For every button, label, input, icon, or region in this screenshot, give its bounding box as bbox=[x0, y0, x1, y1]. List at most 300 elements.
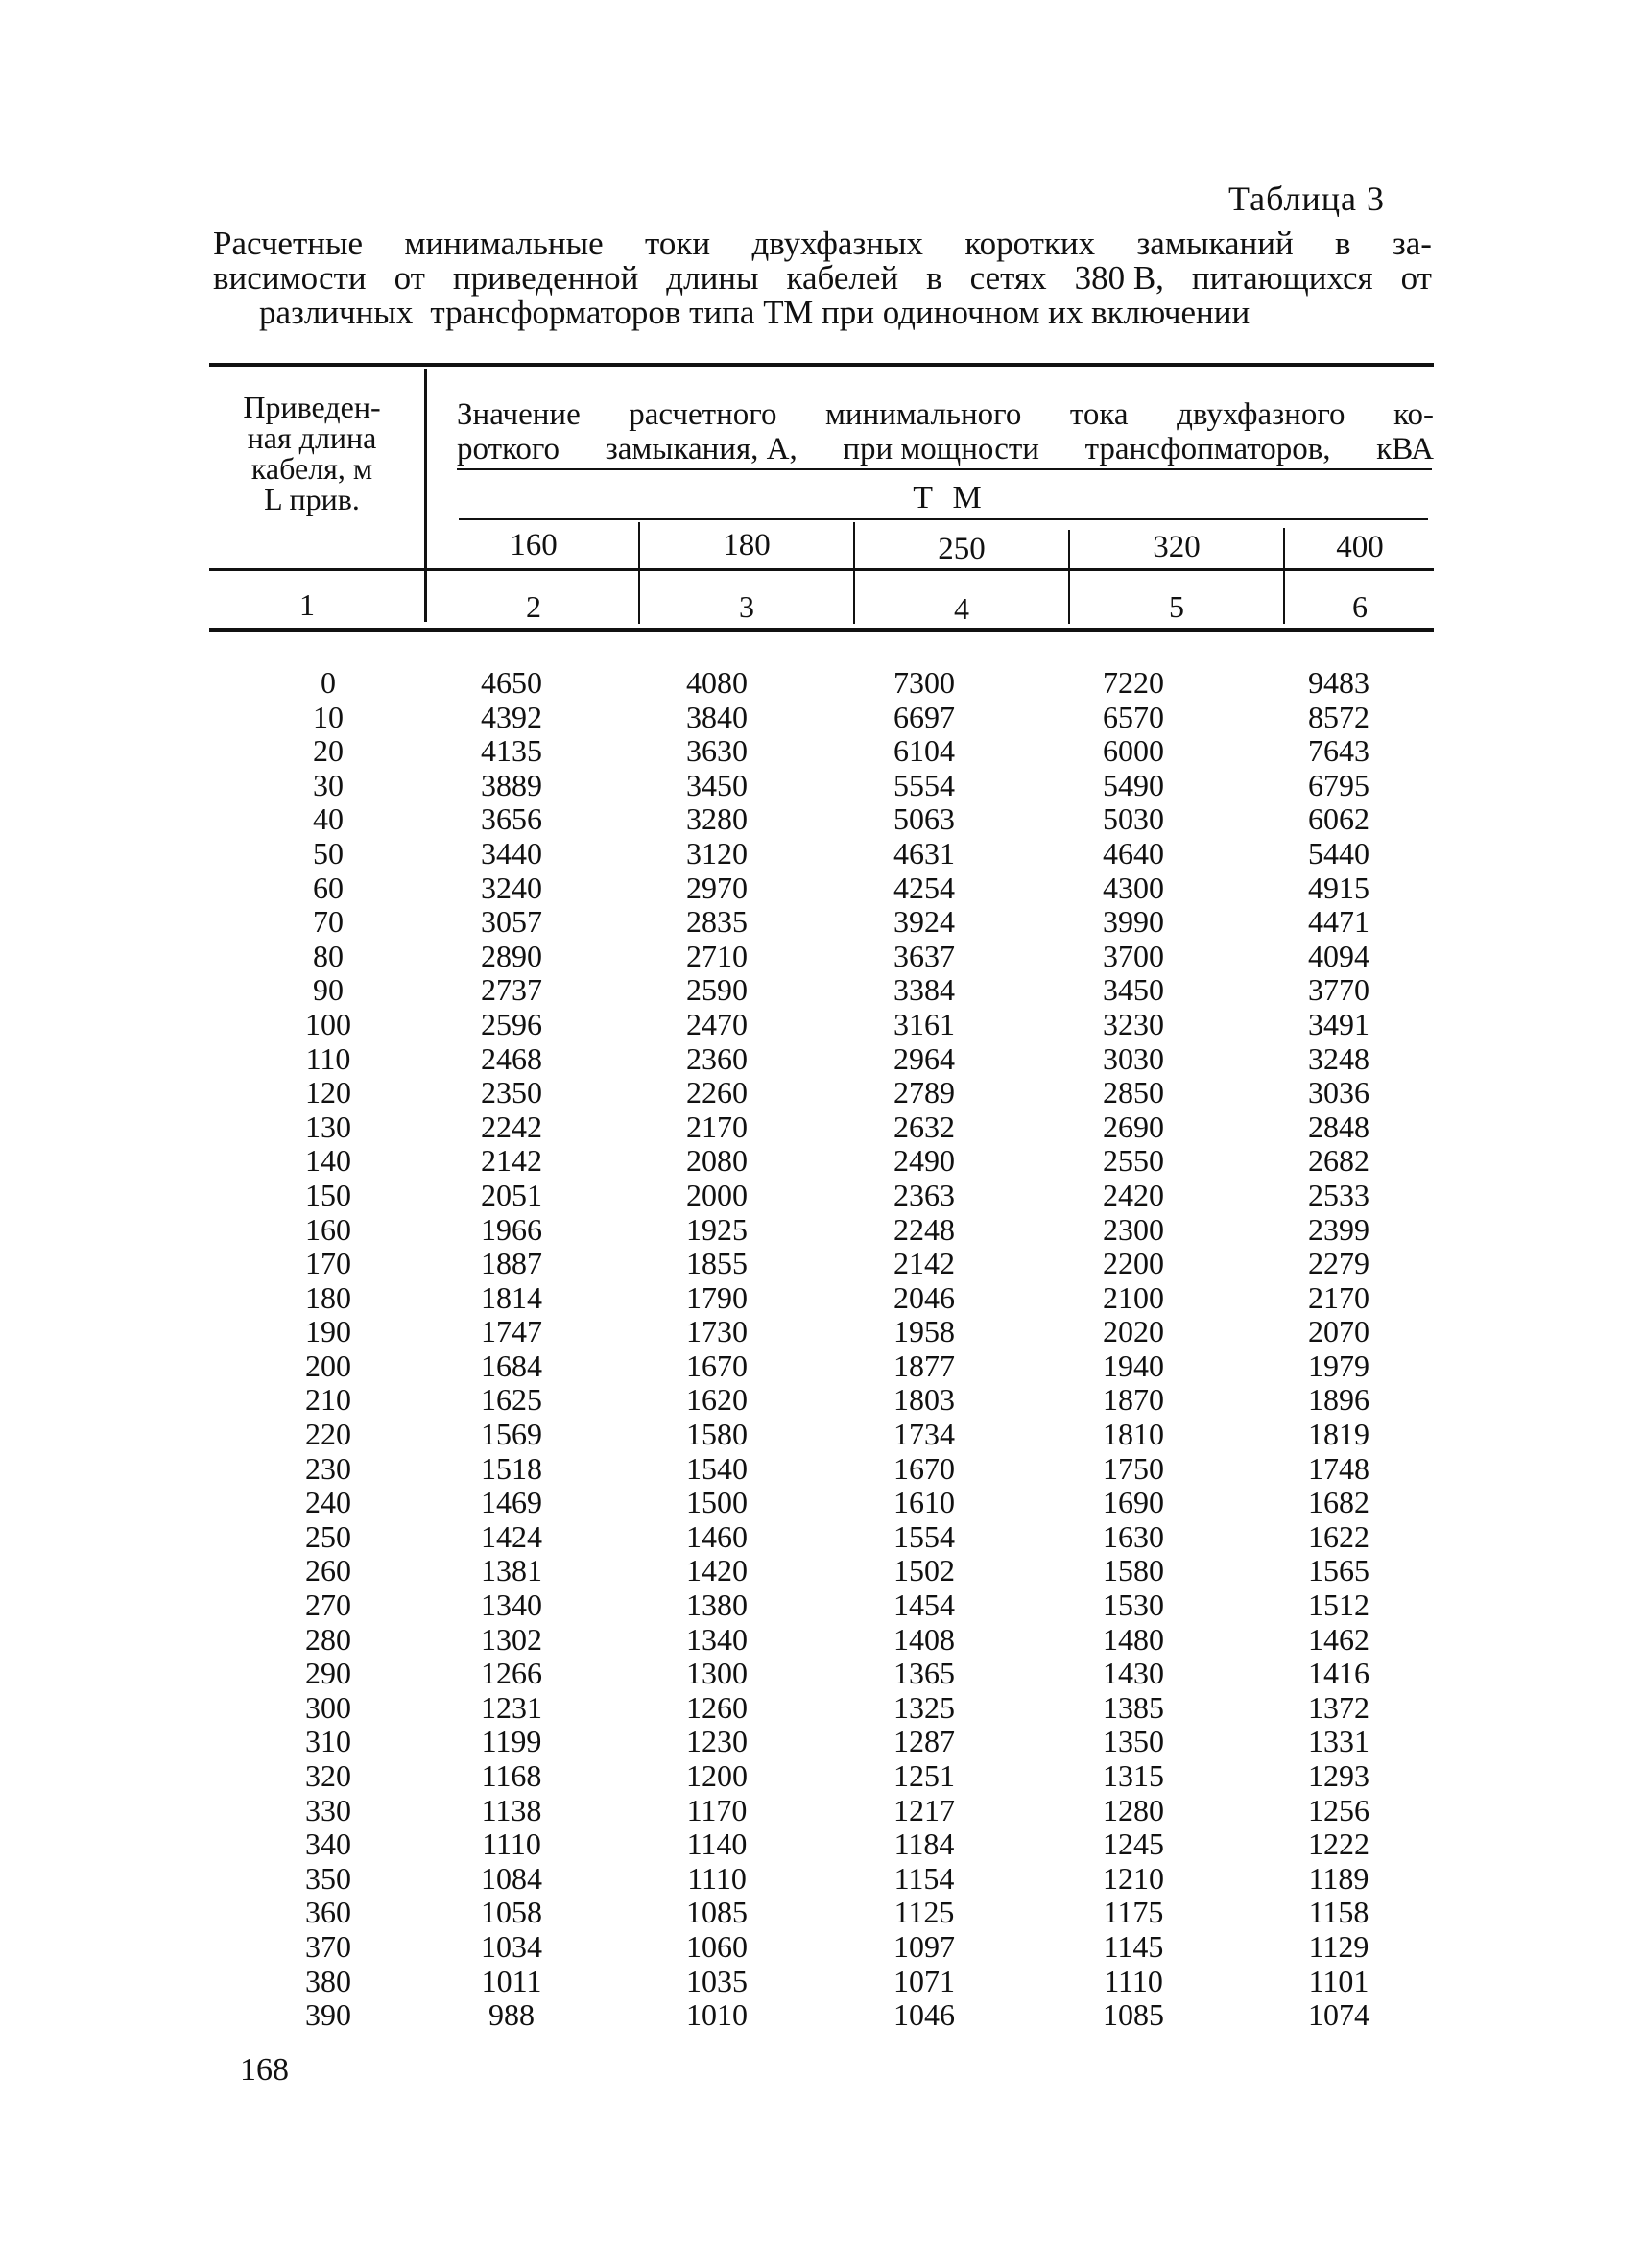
current-cell: 7300 bbox=[893, 665, 955, 700]
current-cell: 3384 bbox=[893, 972, 955, 1008]
caption-word: токи bbox=[645, 225, 711, 262]
current-cell: 1325 bbox=[893, 1689, 955, 1725]
current-cell: 1300 bbox=[686, 1656, 748, 1691]
current-cell: 4631 bbox=[893, 835, 955, 871]
current-cell: 1803 bbox=[893, 1382, 955, 1418]
current-cell: 2890 bbox=[481, 938, 542, 973]
current-column-320 bbox=[1071, 666, 1196, 2033]
current-cell: 6000 bbox=[1103, 733, 1164, 769]
current-cell: 1925 bbox=[686, 1211, 748, 1247]
current-cell: 3656 bbox=[481, 801, 542, 837]
current-cell: 1734 bbox=[893, 1417, 955, 1452]
caption-word: 380 В, bbox=[1074, 259, 1164, 297]
current-cell: 1200 bbox=[686, 1758, 748, 1793]
length-cell: 180 bbox=[305, 1279, 351, 1315]
length-cell: 280 bbox=[305, 1621, 351, 1657]
current-cell: 1085 bbox=[1103, 1997, 1164, 2033]
length-cell: 140 bbox=[305, 1143, 351, 1179]
length-cell: 370 bbox=[305, 1928, 351, 1964]
current-cell: 4254 bbox=[893, 870, 955, 905]
length-cell: 60 bbox=[313, 870, 344, 905]
current-cell: 1979 bbox=[1308, 1348, 1369, 1383]
current-cell: 1260 bbox=[686, 1689, 748, 1725]
length-cell: 100 bbox=[305, 1006, 351, 1041]
current-cell: 4300 bbox=[1103, 870, 1164, 905]
current-cell: 3120 bbox=[686, 835, 748, 871]
current-cell: 5030 bbox=[1103, 801, 1164, 837]
current-cell: 2242 bbox=[481, 1109, 542, 1144]
length-cell: 230 bbox=[305, 1450, 351, 1486]
length-cell: 110 bbox=[305, 1040, 351, 1076]
current-cell: 1084 bbox=[481, 1860, 542, 1896]
current-cell: 1408 bbox=[893, 1621, 955, 1657]
current-cell: 1385 bbox=[1103, 1689, 1164, 1725]
current-cell: 1580 bbox=[1103, 1553, 1164, 1588]
length-cell: 360 bbox=[305, 1895, 351, 1930]
current-cell: 2051 bbox=[481, 1177, 542, 1212]
current-cell: 1625 bbox=[481, 1382, 542, 1418]
current-cell: 1251 bbox=[893, 1758, 955, 1793]
length-cell: 270 bbox=[305, 1588, 351, 1623]
current-cell: 1074 bbox=[1308, 1997, 1369, 2033]
current-cell: 6570 bbox=[1103, 699, 1164, 734]
current-cell: 2550 bbox=[1103, 1143, 1164, 1179]
length-cell: 220 bbox=[305, 1417, 351, 1452]
header-word: расчетного bbox=[629, 397, 777, 432]
current-cell: 1129 bbox=[1308, 1928, 1369, 1964]
current-cell: 1350 bbox=[1103, 1724, 1164, 1759]
header-word: роткого bbox=[457, 432, 560, 466]
current-cell: 3450 bbox=[1103, 972, 1164, 1008]
header-word: тока bbox=[1069, 397, 1129, 432]
length-cell: 290 bbox=[305, 1656, 351, 1691]
current-column-160 bbox=[449, 666, 574, 2033]
column-divider bbox=[1068, 530, 1070, 624]
current-cell: 6062 bbox=[1308, 801, 1369, 837]
header-line bbox=[457, 397, 1434, 432]
current-cell: 5554 bbox=[893, 767, 955, 802]
current-cell: 1620 bbox=[686, 1382, 748, 1418]
current-cell: 1580 bbox=[686, 1417, 748, 1452]
current-cell: 2350 bbox=[481, 1075, 542, 1110]
current-cell: 1293 bbox=[1308, 1758, 1369, 1793]
length-column bbox=[261, 666, 395, 2033]
current-column-header bbox=[457, 397, 1434, 466]
current-cell: 2590 bbox=[686, 972, 748, 1008]
current-cell: 1814 bbox=[481, 1279, 542, 1315]
caption-word: Расчетные bbox=[213, 225, 364, 262]
current-cell: 1670 bbox=[893, 1450, 955, 1486]
current-cell: 1101 bbox=[1308, 1963, 1369, 1998]
caption-word: висимости bbox=[213, 259, 367, 297]
current-cell: 1565 bbox=[1308, 1553, 1369, 1588]
current-cell: 1690 bbox=[1103, 1485, 1164, 1520]
length-cell: 190 bbox=[305, 1314, 351, 1349]
header-line: ная длина bbox=[247, 420, 377, 455]
header-line: кабеля, м bbox=[250, 451, 373, 486]
caption-word: минимальные bbox=[404, 225, 604, 262]
power-header-160: 160 bbox=[510, 528, 558, 562]
current-cell: 2260 bbox=[686, 1075, 748, 1110]
current-cell: 3057 bbox=[481, 904, 542, 940]
current-cell: 6795 bbox=[1308, 767, 1369, 802]
header-word: замыкания, А, bbox=[605, 432, 798, 466]
current-cell: 1302 bbox=[481, 1621, 542, 1657]
current-cell: 1502 bbox=[893, 1553, 955, 1588]
current-cell: 1420 bbox=[686, 1553, 748, 1588]
current-cell: 3990 bbox=[1103, 904, 1164, 940]
current-cell: 2020 bbox=[1103, 1314, 1164, 1349]
current-cell: 1610 bbox=[893, 1485, 955, 1520]
current-cell: 1058 bbox=[481, 1895, 542, 1930]
current-cell: 1184 bbox=[893, 1826, 955, 1862]
length-cell: 90 bbox=[313, 972, 344, 1008]
current-cell: 1189 bbox=[1308, 1860, 1369, 1896]
length-cell: 340 bbox=[305, 1826, 351, 1862]
current-cell: 1222 bbox=[1308, 1826, 1369, 1862]
current-cell: 1340 bbox=[686, 1621, 748, 1657]
caption-word: замыканий bbox=[1136, 225, 1294, 262]
current-cell: 3230 bbox=[1103, 1006, 1164, 1041]
current-cell: 1887 bbox=[481, 1246, 542, 1281]
current-cell: 1365 bbox=[893, 1656, 955, 1691]
table-caption bbox=[213, 227, 1432, 330]
current-cell: 1819 bbox=[1308, 1417, 1369, 1452]
current-cell: 2279 bbox=[1308, 1246, 1369, 1281]
current-cell: 8572 bbox=[1308, 699, 1369, 734]
current-cell: 2046 bbox=[893, 1279, 955, 1315]
current-cell: 1430 bbox=[1103, 1656, 1164, 1691]
power-header-400: 400 bbox=[1336, 530, 1384, 564]
current-cell: 1230 bbox=[686, 1724, 748, 1759]
current-cell: 1460 bbox=[686, 1518, 748, 1554]
current-cell: 2690 bbox=[1103, 1109, 1164, 1144]
header-word: ко- bbox=[1393, 397, 1434, 432]
current-cell: 3030 bbox=[1103, 1040, 1164, 1076]
column-divider bbox=[853, 522, 855, 624]
caption-word: кабелей bbox=[786, 259, 899, 297]
length-cell: 250 bbox=[305, 1518, 351, 1554]
current-cell: 1138 bbox=[481, 1792, 542, 1827]
current-cell: 1958 bbox=[893, 1314, 955, 1349]
length-cell: 200 bbox=[305, 1348, 351, 1383]
current-cell: 6104 bbox=[893, 733, 955, 769]
current-cell: 1331 bbox=[1308, 1724, 1369, 1759]
current-cell: 1670 bbox=[686, 1348, 748, 1383]
current-cell: 1966 bbox=[481, 1211, 542, 1247]
current-cell: 2970 bbox=[686, 870, 748, 905]
current-cell: 1630 bbox=[1103, 1518, 1164, 1554]
current-cell: 1896 bbox=[1308, 1382, 1369, 1418]
column-number: 3 bbox=[739, 589, 754, 624]
main-header-underline bbox=[457, 468, 1432, 470]
current-cell: 3240 bbox=[481, 870, 542, 905]
current-cell: 3450 bbox=[686, 767, 748, 802]
current-cell: 7220 bbox=[1103, 665, 1164, 700]
current-cell: 2363 bbox=[893, 1177, 955, 1212]
current-cell: 2142 bbox=[481, 1143, 542, 1179]
header-word: кВА bbox=[1376, 432, 1434, 466]
current-cell: 1540 bbox=[686, 1450, 748, 1486]
current-cell: 1011 bbox=[481, 1963, 542, 1998]
current-cell: 1569 bbox=[481, 1417, 542, 1452]
column-number: 6 bbox=[1352, 589, 1368, 624]
current-cell: 4915 bbox=[1308, 870, 1369, 905]
current-cell: 1416 bbox=[1308, 1656, 1369, 1691]
current-cell: 2200 bbox=[1103, 1246, 1164, 1281]
current-cell: 1125 bbox=[893, 1895, 955, 1930]
current-cell: 1747 bbox=[481, 1314, 542, 1349]
current-cell: 3036 bbox=[1308, 1075, 1369, 1110]
length-cell: 380 bbox=[305, 1963, 351, 1998]
current-cell: 1034 bbox=[481, 1928, 542, 1964]
current-cell: 1280 bbox=[1103, 1792, 1164, 1827]
page-number: 168 bbox=[240, 2052, 289, 2088]
current-cell: 3924 bbox=[893, 904, 955, 940]
current-cell: 4135 bbox=[481, 733, 542, 769]
length-cell: 80 bbox=[313, 938, 344, 973]
power-header-320: 320 bbox=[1153, 530, 1201, 564]
current-cell: 2399 bbox=[1308, 1211, 1369, 1247]
current-cell: 2470 bbox=[686, 1006, 748, 1041]
length-cell: 350 bbox=[305, 1860, 351, 1896]
current-cell: 2682 bbox=[1308, 1143, 1369, 1179]
current-cell: 988 bbox=[488, 1997, 535, 2033]
current-cell: 1287 bbox=[893, 1724, 955, 1759]
current-cell: 1454 bbox=[893, 1588, 955, 1623]
current-cell: 3161 bbox=[893, 1006, 955, 1041]
column-number: 4 bbox=[954, 591, 969, 626]
current-cell: 1622 bbox=[1308, 1518, 1369, 1554]
current-cell: 3280 bbox=[686, 801, 748, 837]
current-cell: 2632 bbox=[893, 1109, 955, 1144]
caption-line-3 bbox=[213, 296, 1432, 330]
column-number: 1 bbox=[299, 587, 315, 622]
length-cell: 20 bbox=[313, 733, 344, 769]
column-divider bbox=[638, 522, 640, 624]
current-cell: 1480 bbox=[1103, 1621, 1164, 1657]
current-cell: 1071 bbox=[893, 1963, 955, 1998]
current-cell: 4392 bbox=[481, 699, 542, 734]
current-cell: 3248 bbox=[1308, 1040, 1369, 1076]
current-cell: 1940 bbox=[1103, 1348, 1164, 1383]
header-word: трансфопматоров, bbox=[1084, 432, 1331, 466]
current-cell: 2964 bbox=[893, 1040, 955, 1076]
length-cell: 150 bbox=[305, 1177, 351, 1212]
current-cell: 3700 bbox=[1103, 938, 1164, 973]
current-cell: 1855 bbox=[686, 1246, 748, 1281]
length-cell: 0 bbox=[321, 665, 336, 700]
current-cell: 1684 bbox=[481, 1348, 542, 1383]
length-cell: 30 bbox=[313, 767, 344, 802]
table-label: Таблица 3 bbox=[1228, 179, 1385, 218]
current-cell: 1010 bbox=[686, 1997, 748, 2033]
current-cell: 1158 bbox=[1308, 1895, 1369, 1930]
current-cell: 1266 bbox=[481, 1656, 542, 1691]
current-cell: 1750 bbox=[1103, 1450, 1164, 1486]
current-cell: 1730 bbox=[686, 1314, 748, 1349]
current-cell: 4650 bbox=[481, 665, 542, 700]
current-cell: 1175 bbox=[1103, 1895, 1164, 1930]
caption-word: коротких bbox=[964, 225, 1096, 262]
current-column-400 bbox=[1276, 666, 1401, 2033]
current-cell: 2533 bbox=[1308, 1177, 1369, 1212]
current-cell: 1530 bbox=[1103, 1588, 1164, 1623]
current-cell: 1340 bbox=[481, 1588, 542, 1623]
caption-word: в bbox=[1335, 225, 1351, 262]
current-cell: 2170 bbox=[686, 1109, 748, 1144]
current-cell: 1380 bbox=[686, 1588, 748, 1623]
caption-word: приведенной bbox=[452, 259, 639, 297]
left-column-divider bbox=[424, 369, 427, 622]
length-cell: 70 bbox=[313, 904, 344, 940]
current-cell: 1060 bbox=[686, 1928, 748, 1964]
caption-word: от bbox=[1400, 259, 1432, 297]
length-cell: 300 bbox=[305, 1689, 351, 1725]
power-header-180: 180 bbox=[723, 528, 771, 562]
current-cell: 1381 bbox=[481, 1553, 542, 1588]
current-cell: 2789 bbox=[893, 1075, 955, 1110]
current-cell: 1256 bbox=[1308, 1792, 1369, 1827]
powers-bottom-rule bbox=[209, 568, 1434, 571]
length-cell: 40 bbox=[313, 801, 344, 837]
current-cell: 1231 bbox=[481, 1689, 542, 1725]
header-word: двухфазного bbox=[1177, 397, 1345, 432]
current-cell: 3491 bbox=[1308, 1006, 1369, 1041]
length-cell: 320 bbox=[305, 1758, 351, 1793]
current-cell: 9483 bbox=[1308, 665, 1369, 700]
length-cell: 390 bbox=[305, 1997, 351, 2033]
current-cell: 1518 bbox=[481, 1450, 542, 1486]
current-cell: 5440 bbox=[1308, 835, 1369, 871]
current-cell: 2737 bbox=[481, 972, 542, 1008]
current-cell: 4080 bbox=[686, 665, 748, 700]
current-cell: 1748 bbox=[1308, 1450, 1369, 1486]
current-cell: 4471 bbox=[1308, 904, 1369, 940]
header-word: Значение bbox=[457, 397, 581, 432]
current-cell: 2070 bbox=[1308, 1314, 1369, 1349]
current-cell: 3770 bbox=[1308, 972, 1369, 1008]
group-rule bbox=[459, 518, 1428, 520]
current-cell: 2490 bbox=[893, 1143, 955, 1179]
caption-text: трансформаторов типа ТМ при одиночном их включении bbox=[430, 294, 1250, 331]
current-cell: 2248 bbox=[893, 1211, 955, 1247]
column-divider bbox=[1283, 528, 1285, 624]
current-cell: 2848 bbox=[1308, 1109, 1369, 1144]
column-number: 2 bbox=[526, 589, 541, 624]
length-column-header bbox=[211, 392, 413, 514]
current-cell: 7643 bbox=[1308, 733, 1369, 769]
current-cell: 5490 bbox=[1103, 767, 1164, 802]
current-cell: 1512 bbox=[1308, 1588, 1369, 1623]
current-cell: 5063 bbox=[893, 801, 955, 837]
current-cell: 3637 bbox=[893, 938, 955, 973]
current-cell: 3840 bbox=[686, 699, 748, 734]
caption-word: в bbox=[926, 259, 942, 297]
current-cell: 1810 bbox=[1103, 1417, 1164, 1452]
caption-word: за- bbox=[1392, 225, 1432, 262]
current-cell: 1245 bbox=[1103, 1826, 1164, 1862]
header-bottom-rule bbox=[209, 628, 1434, 632]
current-cell: 1145 bbox=[1103, 1928, 1164, 1964]
length-cell: 50 bbox=[313, 835, 344, 871]
current-cell: 1110 bbox=[687, 1860, 747, 1896]
current-cell: 1870 bbox=[1103, 1382, 1164, 1418]
caption-word: различных bbox=[259, 294, 414, 331]
current-cell: 1462 bbox=[1308, 1621, 1369, 1657]
current-cell: 2710 bbox=[686, 938, 748, 973]
caption-word: от bbox=[393, 259, 425, 297]
length-cell: 120 bbox=[305, 1075, 351, 1110]
current-cell: 2360 bbox=[686, 1040, 748, 1076]
caption-word: длины bbox=[666, 259, 759, 297]
top-rule bbox=[209, 363, 1434, 367]
current-cell: 1554 bbox=[893, 1518, 955, 1554]
current-cell: 6697 bbox=[893, 699, 955, 734]
length-cell: 240 bbox=[305, 1485, 351, 1520]
header-line: L прив. bbox=[264, 482, 360, 516]
current-cell: 2000 bbox=[686, 1177, 748, 1212]
current-cell: 1199 bbox=[481, 1724, 542, 1759]
current-cell: 1315 bbox=[1103, 1758, 1164, 1793]
length-cell: 130 bbox=[305, 1109, 351, 1144]
current-cell: 2080 bbox=[686, 1143, 748, 1179]
length-cell: 10 bbox=[313, 699, 344, 734]
current-cell: 1372 bbox=[1308, 1689, 1369, 1725]
current-cell: 1085 bbox=[686, 1895, 748, 1930]
header-word: минимального bbox=[825, 397, 1022, 432]
current-cell: 1154 bbox=[893, 1860, 955, 1896]
current-cell: 1500 bbox=[686, 1485, 748, 1520]
current-cell: 2170 bbox=[1308, 1279, 1369, 1315]
current-cell: 2468 bbox=[481, 1040, 542, 1076]
current-cell: 3889 bbox=[481, 767, 542, 802]
power-header-250: 250 bbox=[938, 532, 986, 566]
current-cell: 1424 bbox=[481, 1518, 542, 1554]
header-line: Приведен- bbox=[243, 390, 381, 424]
current-cell: 1210 bbox=[1103, 1860, 1164, 1896]
current-cell: 1790 bbox=[686, 1279, 748, 1315]
transformer-type-label: Т М bbox=[913, 480, 988, 515]
current-cell: 2596 bbox=[481, 1006, 542, 1041]
current-cell: 4094 bbox=[1308, 938, 1369, 973]
current-cell: 3440 bbox=[481, 835, 542, 871]
length-cell: 260 bbox=[305, 1553, 351, 1588]
current-cell: 2300 bbox=[1103, 1211, 1164, 1247]
length-cell: 330 bbox=[305, 1792, 351, 1827]
current-cell: 4640 bbox=[1103, 835, 1164, 871]
length-cell: 170 bbox=[305, 1246, 351, 1281]
current-cell: 1682 bbox=[1308, 1485, 1369, 1520]
current-cell: 2420 bbox=[1103, 1177, 1164, 1212]
current-cell: 1469 bbox=[481, 1485, 542, 1520]
length-cell: 160 bbox=[305, 1211, 351, 1247]
header-word: при мощности bbox=[843, 432, 1039, 466]
current-cell: 2850 bbox=[1103, 1075, 1164, 1110]
caption-line-2 bbox=[213, 261, 1432, 296]
current-cell: 1877 bbox=[893, 1348, 955, 1383]
current-cell: 1140 bbox=[686, 1826, 748, 1862]
current-cell: 1110 bbox=[482, 1826, 541, 1862]
length-cell: 310 bbox=[305, 1724, 351, 1759]
current-cell: 2835 bbox=[686, 904, 748, 940]
column-number: 5 bbox=[1169, 589, 1184, 624]
current-cell: 1097 bbox=[893, 1928, 955, 1964]
caption-word: сетях bbox=[969, 259, 1047, 297]
caption-word: двухфазных bbox=[751, 225, 924, 262]
current-cell: 1035 bbox=[686, 1963, 748, 1998]
current-cell: 2100 bbox=[1103, 1279, 1164, 1315]
